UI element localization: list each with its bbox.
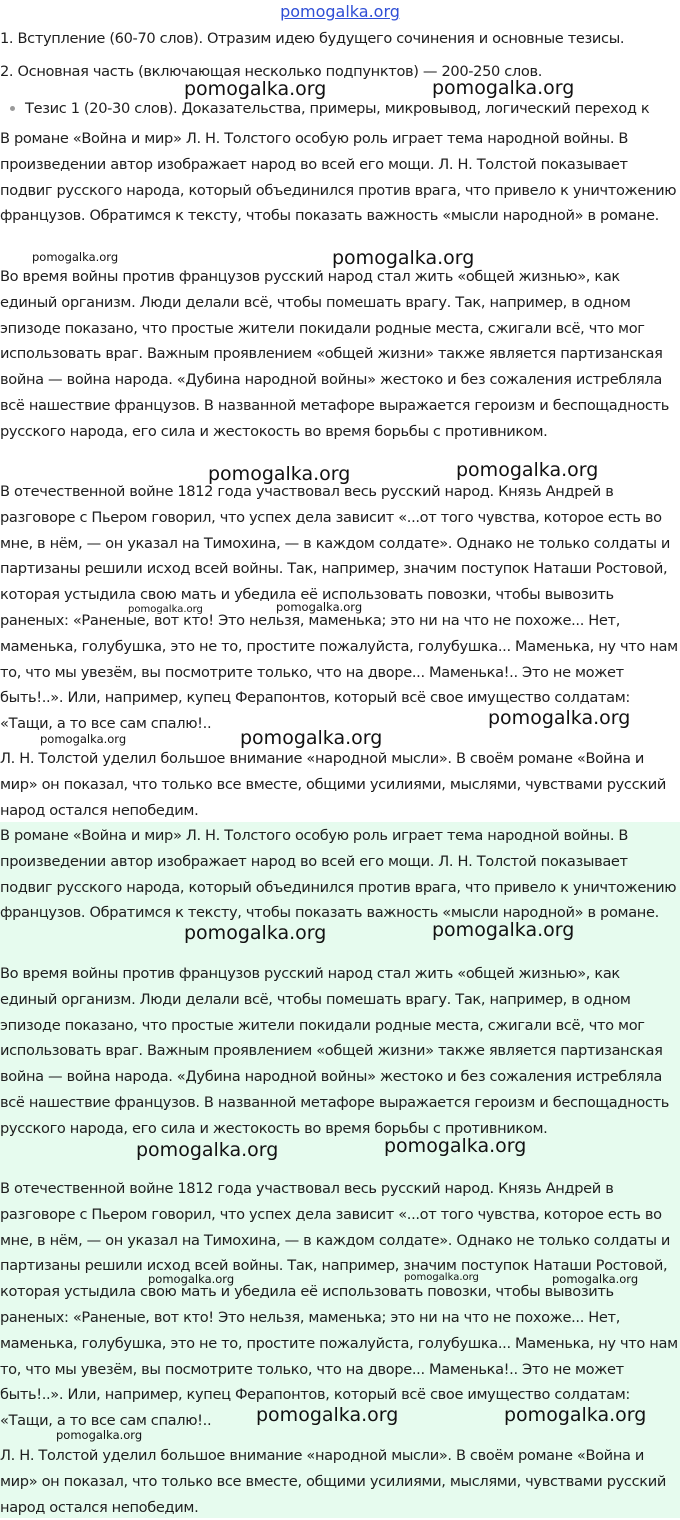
essay-paragraph-3: В отечественной войне 1812 года участвовал весь русский народ. Князь Андрей в разговоре с Пьером говорил, что успех дела зависит «...от того чувства, которое есть во мне, в нём, — он указал на Тимохина, — в каждом солдате». Однако не только солдаты и партизаны решили исход всей войны. Так, например, значим поступок Наташи Ростовой, которая устыдила свою мать и убедила её использовать повозки, чтобы вывозить раненых: «Раненые, вот кто! Это нельзя, маменька; это ни на что не похоже... Нет, маменька, голубушка, это не то, простите пожалуйста, голубушка... Маменька, ну что нам то, что мы увезём, вы посмотрите только, что на дворе... Маменька!.. Это не может быть!..». Или, например, купец Ферапонтов, который всё свое имущество солдатам: «Тащи, а то все сам спалю!.. bbox=[0, 483, 678, 733]
watermark: pomogalka.org bbox=[276, 600, 363, 614]
watermark: pomogalka.org bbox=[432, 919, 575, 941]
watermark: pomogalka.org bbox=[240, 727, 383, 749]
watermark: pomogalka.org bbox=[456, 459, 599, 481]
watermark: pomogalka.org bbox=[256, 1404, 399, 1426]
watermark: pomogalka.org bbox=[148, 1272, 235, 1286]
outline-item-intro: 1. Вступление (60-70 слов). Отразим идею будущего сочинения и основные тезисы. bbox=[0, 30, 625, 47]
watermark: pomogalka.org bbox=[552, 1272, 639, 1286]
outline-bullet-thesis: Тезис 1 (20-30 слов). Доказательства, примеры, микровывод, логический переход к bbox=[25, 100, 650, 117]
watermark: pomogalka.org bbox=[504, 1404, 647, 1426]
watermark: pomogalka.org bbox=[136, 1139, 279, 1161]
watermark: pomogalka.org bbox=[432, 77, 575, 99]
site-link[interactable]: pomogalka.org bbox=[280, 2, 400, 21]
essay-highlight-paragraph-2: Во время войны против французов русский народ стал жить «общей жизнью», как единый организм. Люди делали всё, чтобы помешать врагу. Так, например, в одном эпизоде показано, что простые жители покидали родные места, сжигали всё, что мог использовать враг. Важным проявлением «общей жизни» также является партизанская война — война народа. «Дубина народной войны» жестоко и без сожаления истребляла всё нашествие французов. В названной метафоре выражается героизм и беспощадность русского народа, его сила и жестокость во время борьбы с противником. bbox=[0, 965, 669, 1137]
watermark: pomogalka.org bbox=[488, 707, 631, 729]
watermark: pomogalka.org bbox=[56, 1428, 143, 1442]
essay-paragraph-4: Л. Н. Толстой уделил большое внимание «народной мысли». В своём романе «Война и мир» он показал, что только все вместе, общими усилиями, мыслями, чувствами русский народ остался непобедим. bbox=[0, 750, 666, 819]
watermark: pomogalka.org bbox=[404, 1272, 479, 1283]
watermark: pomogalka.org bbox=[384, 1135, 527, 1157]
essay-highlight-paragraph-3: В отечественной войне 1812 года участвовал весь русский народ. Князь Андрей в разговоре с Пьером говорил, что успех дела зависит «...от того чувства, которое есть во мне, в нём, — он указал на Тимохина, — в каждом солдате». Однако не только солдаты и партизаны решили исход всей войны. Так, например, значим поступок Наташи Ростовой, которая устыдила свою мать и убедила её использовать повозки, чтобы вывозить раненых: «Раненые, вот кто! Это нельзя, маменька; это ни на что не похоже... Нет, маменька, голубушка, это не то, простите пожалуйста, голубушка... Маменька, ну что нам то, что мы увезём, вы посмотрите только, что на дворе... Маменька!.. Это не может быть!..». Или, например, купец Ферапонтов, который всё свое имущество солдатам: «Тащи, а то все сам спалю!.. bbox=[0, 1180, 678, 1430]
watermark: pomogalka.org bbox=[40, 732, 127, 746]
essay-highlight-paragraph-4: Л. Н. Толстой уделил большое внимание «народной мысли». В своём романе «Война и мир» он показал, что только все вместе, общими усилиями, мыслями, чувствами русский народ остался непобедим. bbox=[0, 1447, 666, 1516]
watermark: pomogalka.org bbox=[32, 250, 119, 264]
essay-highlight-paragraph-1: В романе «Война и мир» Л. Н. Толстого особую роль играет тема народной войны. В произведении автор изображает народ во всей его мощи. Л. Н. Толстой показывает подвиг русского народа, который объединился против врага, что привело к уничтожению французов. Обратимся к тексту, чтобы показать важность «мысли народной» в романе. bbox=[0, 827, 677, 922]
outline-item-main: 2. Основная часть (включающая несколько подпунктов) — 200-250 слов. bbox=[0, 63, 543, 80]
bullet-icon bbox=[10, 106, 15, 111]
watermark: pomogalka.org bbox=[128, 604, 203, 615]
watermark: pomogalka.org bbox=[184, 78, 327, 100]
watermark: pomogalka.org bbox=[208, 463, 351, 485]
watermark: pomogalka.org bbox=[332, 247, 475, 269]
essay-paragraph-1: В романе «Война и мир» Л. Н. Толстого особую роль играет тема народной войны. В произведении автор изображает народ во всей его мощи. Л. Н. Толстой показывает подвиг русского народа, который объединился против врага, что привело к уничтожению французов. Обратимся к тексту, чтобы показать важность «мысли народной» в романе. bbox=[0, 130, 677, 225]
essay-paragraph-2: Во время войны против французов русский народ стал жить «общей жизнью», как единый организм. Люди делали всё, чтобы помешать врагу. Так, например, в одном эпизоде показано, что простые жители покидали родные места, сжигали всё, что мог использовать враг. Важным проявлением «общей жизни» также является партизанская война — война народа. «Дубина народной войны» жестоко и без сожаления истребляла всё нашествие французов. В названной метафоре выражается героизм и беспощадность русского народа, его сила и жестокость во время борьбы с противником. bbox=[0, 268, 669, 440]
watermark: pomogalka.org bbox=[184, 922, 327, 944]
